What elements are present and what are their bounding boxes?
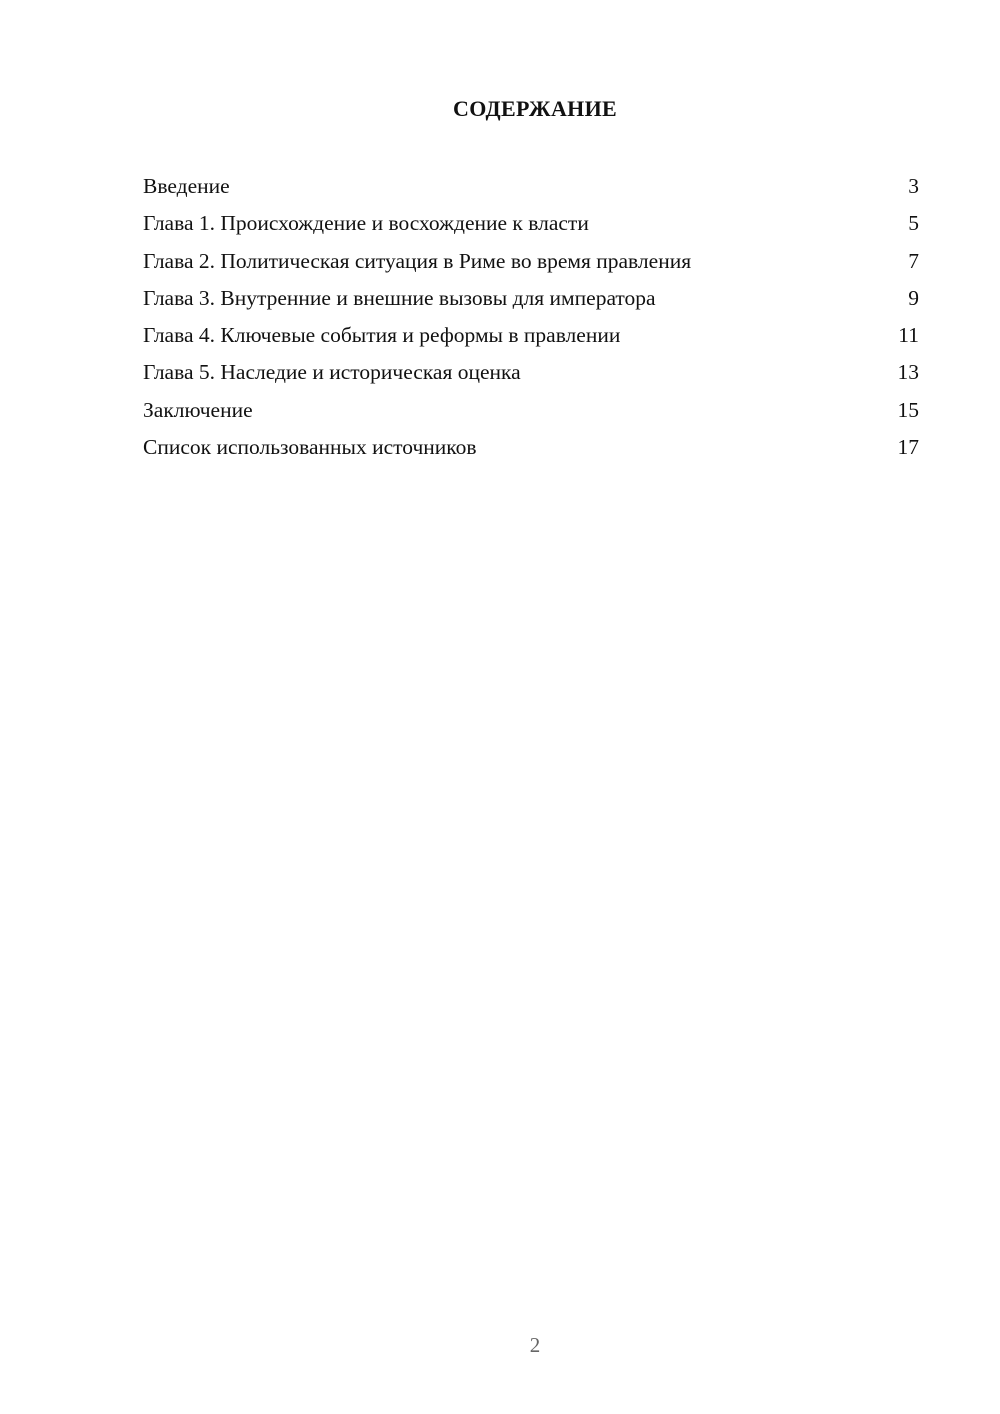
toc-entry-label: Введение bbox=[143, 174, 230, 198]
toc-entry-page: 7 bbox=[908, 248, 919, 273]
toc-entry-page: 9 bbox=[908, 285, 919, 310]
toc-entry-references bbox=[143, 429, 919, 466]
toc-entry-chapter-5 bbox=[143, 354, 919, 391]
toc-entry-introduction bbox=[143, 168, 919, 205]
toc-entry-page: 15 bbox=[897, 397, 919, 422]
toc-entry-label: Глава 4. Ключевые события и реформы в правлении bbox=[143, 323, 621, 348]
toc-entry-label: Глава 1. Происхождение и восхождение к власти bbox=[143, 211, 589, 236]
toc-entry-page: 5 bbox=[908, 211, 919, 236]
toc-entry-chapter-2 bbox=[143, 243, 919, 280]
toc-entry-label: Заключение bbox=[143, 397, 253, 422]
toc-entry-page: 3 bbox=[908, 174, 919, 198]
toc-entry-conclusion bbox=[143, 392, 919, 429]
page-number: 2 bbox=[529, 1333, 541, 1357]
toc-entry-chapter-3 bbox=[143, 280, 919, 317]
toc-entry-chapter-4 bbox=[143, 317, 919, 354]
toc-entry-label: Глава 2. Политическая ситуация в Риме во время правления bbox=[143, 248, 692, 273]
toc-entry-chapter-1 bbox=[143, 205, 919, 242]
toc-entry-page: 13 bbox=[897, 360, 919, 385]
toc-title: СОДЕРЖАНИЕ bbox=[453, 96, 617, 121]
toc-entry-page: 17 bbox=[897, 435, 919, 460]
toc-entry-page: 11 bbox=[898, 323, 919, 348]
toc-entry-label: Список использованных источников bbox=[143, 435, 477, 460]
toc-entry-label: Глава 5. Наследие и историческая оценка bbox=[143, 360, 521, 385]
table-of-contents bbox=[143, 168, 919, 466]
toc-entry-label: Глава 3. Внутренние и внешние вызовы для императора bbox=[143, 285, 656, 310]
